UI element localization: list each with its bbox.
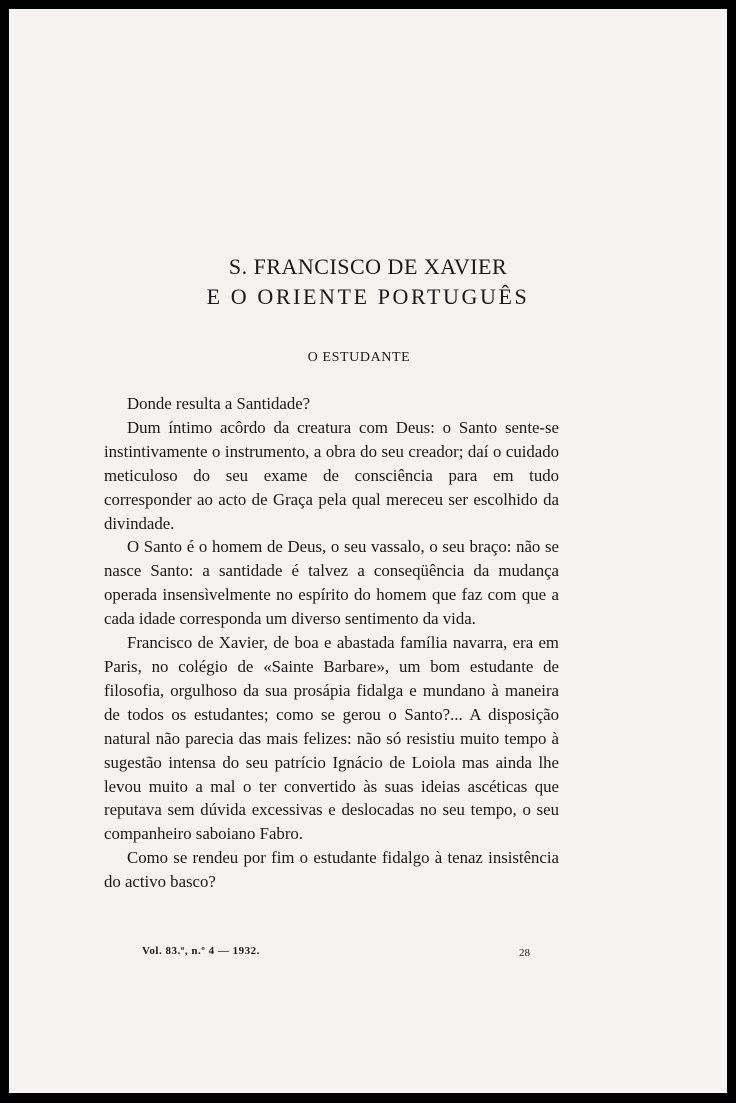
title-line-2: E O ORIENTE PORTUGUÊS — [206, 284, 530, 309]
body-text — [104, 392, 559, 894]
paragraph-2: Dum íntimo acôrdo da creatura com Deus: o Santo sente-se instintivamente o instrumento, a obra do seu creador; daí o cuidado meticuloso do seu exame de consciência para em tudo corresponder ao acto de Graça pela qual mereceu ser escolhido da divindade. — [104, 417, 559, 533]
paragraph-5: Como se rendeu por fim o estudante fidalgo à tenaz insistência do activo basco? — [104, 848, 559, 892]
volume-footer: Vol. 83.º, n.º 4 — 1932. — [142, 945, 260, 957]
paper-sheet — [9, 9, 727, 1093]
section-heading: O ESTUDANTE — [307, 350, 411, 365]
page-number: 28 — [519, 947, 530, 959]
title-line-1: S. FRANCISCO DE XAVIER — [228, 254, 508, 279]
paragraph-3: O Santo é o homem de Deus, o seu vassalo, o seu braço: não se nasce Santo: a santidade é talvez a conseqüência da mudança operada insensìvelmente no espírito do homem que faz com que a cada idade corresponda um diverso sentimento da vida. — [104, 537, 559, 629]
paragraph-1: Donde resulta a Santidade? — [127, 394, 311, 413]
paragraph-4: Francisco de Xavier, de boa e abastada família navarra, era em Paris, no colégio de «Sainte Barbare», um bom estudante de filosofia, orgulhoso da sua prosápia fidalga e mundano à maneira de todos os estudantes; como se gerou o Santo?... A disposição natural não parecia das mais felizes: não só resistiu muito tempo à sugestão intensa do seu patrício Ignácio de Loiola mas ainda lhe levou muito a mal o ter convertido às suas ideias ascéticas que reputava sem dúvida excessivas e deslocadas no seu tempo, o seu companheiro saboiano Fabro. — [104, 633, 559, 844]
